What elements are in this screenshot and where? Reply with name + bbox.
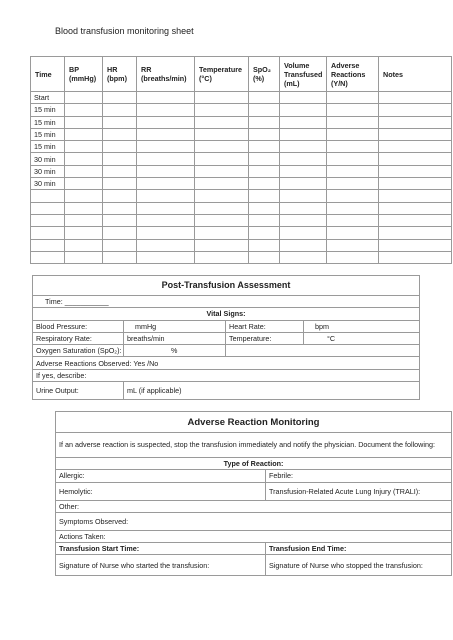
- table-row: [31, 153, 452, 165]
- if-yes-describe-field[interactable]: If yes, describe:: [33, 369, 420, 381]
- entry-cell[interactable]: [103, 251, 137, 263]
- entry-cell[interactable]: [327, 92, 379, 104]
- entry-cell[interactable]: [280, 214, 327, 226]
- entry-cell[interactable]: [103, 92, 137, 104]
- entry-cell[interactable]: [65, 178, 103, 190]
- hr-label: Heart Rate:: [226, 320, 304, 332]
- table-row: [31, 178, 452, 190]
- column-header-line: Temperature: [199, 65, 243, 74]
- entry-cell[interactable]: [137, 92, 195, 104]
- entry-cell[interactable]: [327, 178, 379, 190]
- time-cell: 30 min: [31, 153, 65, 165]
- column-header-line: Time: [35, 69, 52, 79]
- entry-cell[interactable]: [103, 165, 137, 177]
- entry-cell[interactable]: [137, 165, 195, 177]
- time-cell: 15 min: [31, 104, 65, 116]
- entry-cell[interactable]: [327, 141, 379, 153]
- entry-cell[interactable]: [280, 92, 327, 104]
- symptoms-field[interactable]: Symptoms Observed:: [56, 512, 452, 530]
- entry-cell[interactable]: [249, 178, 280, 190]
- entry-cell[interactable]: [195, 178, 249, 190]
- allergic-field[interactable]: Allergic:: [56, 470, 266, 482]
- adverse-reaction-title: Adverse Reaction Monitoring: [56, 412, 452, 433]
- entry-cell[interactable]: [65, 153, 103, 165]
- column-header: [137, 57, 195, 92]
- entry-cell[interactable]: [379, 178, 452, 190]
- column-header-line: Volume: [284, 60, 310, 70]
- hr-field[interactable]: [304, 320, 420, 332]
- entry-cell[interactable]: [327, 190, 379, 202]
- entry-cell[interactable]: [280, 202, 327, 214]
- time-cell: 15 min: [31, 128, 65, 140]
- entry-cell[interactable]: [327, 128, 379, 140]
- entry-cell[interactable]: [280, 165, 327, 177]
- post-assessment-title: Post-Transfusion Assessment: [33, 276, 420, 296]
- column-header-line: (mL): [284, 78, 300, 88]
- entry-cell[interactable]: [249, 141, 280, 153]
- time-cell: [31, 214, 65, 226]
- table-row: [31, 165, 452, 177]
- entry-cell[interactable]: [137, 104, 195, 116]
- entry-cell[interactable]: [379, 214, 452, 226]
- end-time-field[interactable]: Transfusion End Time:: [266, 543, 452, 555]
- entry-cell[interactable]: [327, 251, 379, 263]
- column-header-line: HR: [107, 65, 118, 74]
- entry-cell[interactable]: [65, 128, 103, 140]
- entry-cell[interactable]: [327, 153, 379, 165]
- entry-cell[interactable]: [103, 202, 137, 214]
- entry-cell[interactable]: [137, 116, 195, 128]
- time-cell: [31, 202, 65, 214]
- entry-cell[interactable]: [249, 128, 280, 140]
- spo2-empty: [226, 345, 420, 357]
- entry-cell[interactable]: [137, 153, 195, 165]
- entry-cell[interactable]: [195, 128, 249, 140]
- entry-cell[interactable]: [65, 214, 103, 226]
- time-cell: 15 min: [31, 141, 65, 153]
- entry-cell[interactable]: [103, 227, 137, 239]
- entry-cell[interactable]: [137, 227, 195, 239]
- column-header: [379, 57, 452, 92]
- entry-cell[interactable]: [280, 153, 327, 165]
- table-row: [31, 214, 452, 226]
- entry-cell[interactable]: [195, 153, 249, 165]
- column-header-line: BP: [69, 65, 79, 74]
- rr-field[interactable]: [124, 332, 226, 344]
- entry-cell[interactable]: [249, 214, 280, 226]
- column-header-line: Transfused: [284, 69, 323, 79]
- column-header-line: (°C): [199, 74, 212, 83]
- table-row: [31, 141, 452, 153]
- column-header: [280, 57, 327, 92]
- entry-cell[interactable]: [327, 104, 379, 116]
- table-row: [31, 128, 452, 140]
- temp-field[interactable]: [304, 332, 420, 344]
- entry-cell[interactable]: [103, 178, 137, 190]
- entry-cell[interactable]: [137, 141, 195, 153]
- column-header-line: Adverse: [331, 60, 360, 70]
- time-cell: [31, 239, 65, 251]
- hr-unit: bpm: [315, 321, 329, 331]
- entry-cell[interactable]: [280, 190, 327, 202]
- column-header-line: Reactions: [331, 69, 366, 79]
- entry-cell[interactable]: [137, 128, 195, 140]
- entry-cell[interactable]: [195, 104, 249, 116]
- entry-cell[interactable]: [103, 116, 137, 128]
- entry-cell[interactable]: [379, 190, 452, 202]
- entry-cell[interactable]: [195, 202, 249, 214]
- time-cell: 30 min: [31, 165, 65, 177]
- entry-cell[interactable]: [65, 239, 103, 251]
- entry-cell[interactable]: [249, 153, 280, 165]
- entry-cell[interactable]: [379, 128, 452, 140]
- entry-cell[interactable]: [65, 116, 103, 128]
- entry-cell[interactable]: [137, 202, 195, 214]
- monitoring-header-row: [31, 57, 452, 92]
- time-cell: Start: [31, 92, 65, 104]
- entry-cell[interactable]: [103, 190, 137, 202]
- time-cell: 30 min: [31, 178, 65, 190]
- table-row: [31, 92, 452, 104]
- temp-unit: °C: [327, 334, 336, 344]
- entry-cell[interactable]: [65, 104, 103, 116]
- bp-field[interactable]: [124, 320, 226, 332]
- spo2-label: Oxygen Saturation (SpO₂):: [33, 345, 124, 357]
- type-of-reaction-label: Type of Reaction:: [56, 458, 452, 470]
- entry-cell[interactable]: [327, 214, 379, 226]
- entry-cell[interactable]: [65, 92, 103, 104]
- column-header: [31, 57, 65, 92]
- entry-cell[interactable]: [327, 165, 379, 177]
- entry-cell[interactable]: [379, 104, 452, 116]
- table-row: [31, 202, 452, 214]
- entry-cell[interactable]: [249, 92, 280, 104]
- trali-field[interactable]: Transfusion-Related Acute Lung Injury (TRALI):: [266, 482, 452, 500]
- entry-cell[interactable]: [249, 202, 280, 214]
- entry-cell[interactable]: [137, 214, 195, 226]
- entry-cell[interactable]: [379, 153, 452, 165]
- entry-cell[interactable]: [379, 227, 452, 239]
- temp-label: Temperature:: [226, 332, 304, 344]
- bp-unit: mmHg: [135, 321, 157, 331]
- adverse-instruction: If an adverse reaction is suspected, stop the transfusion immediately and notify the physician. Document the following:: [56, 433, 452, 458]
- entry-cell[interactable]: [65, 251, 103, 263]
- entry-cell[interactable]: [103, 214, 137, 226]
- column-header-line: SpO₂: [253, 65, 271, 74]
- entry-cell[interactable]: [249, 251, 280, 263]
- adverse-reaction-table: [55, 411, 452, 576]
- adverse-observed-field[interactable]: Adverse Reactions Observed: Yes /No: [33, 357, 420, 369]
- other-field[interactable]: Other:: [56, 500, 452, 512]
- entry-cell[interactable]: [195, 190, 249, 202]
- entry-cell[interactable]: [195, 239, 249, 251]
- entry-cell[interactable]: [249, 165, 280, 177]
- entry-cell[interactable]: [280, 239, 327, 251]
- signature-stop-field[interactable]: Signature of Nurse who stopped the transfusion:: [266, 555, 452, 576]
- time-cell: [31, 227, 65, 239]
- monitoring-table: [30, 56, 452, 264]
- entry-cell[interactable]: [327, 239, 379, 251]
- entry-cell[interactable]: [195, 214, 249, 226]
- entry-cell[interactable]: [379, 239, 452, 251]
- time-cell: [31, 190, 65, 202]
- signature-start-field[interactable]: Signature of Nurse who started the transfusion:: [56, 555, 266, 576]
- bp-label: Blood Pressure:: [33, 320, 124, 332]
- entry-cell[interactable]: [103, 104, 137, 116]
- entry-cell[interactable]: [103, 128, 137, 140]
- entry-cell[interactable]: [249, 227, 280, 239]
- entry-cell[interactable]: [65, 190, 103, 202]
- urine-output-label: Urine Output:: [33, 382, 124, 400]
- column-header-line: (%): [253, 74, 265, 83]
- urine-output-unit: mL (if applicable): [127, 386, 182, 396]
- entry-cell[interactable]: [327, 227, 379, 239]
- table-row: [31, 239, 452, 251]
- entry-cell[interactable]: [280, 178, 327, 190]
- entry-cell[interactable]: [195, 251, 249, 263]
- entry-cell[interactable]: [137, 190, 195, 202]
- entry-cell[interactable]: [379, 251, 452, 263]
- entry-cell[interactable]: [379, 202, 452, 214]
- entry-cell[interactable]: [137, 239, 195, 251]
- entry-cell[interactable]: [280, 227, 327, 239]
- rr-label: Respiratory Rate:: [33, 332, 124, 344]
- entry-cell[interactable]: [280, 104, 327, 116]
- rr-unit: breaths/min: [127, 334, 165, 344]
- column-header: [65, 57, 103, 92]
- entry-cell[interactable]: [65, 165, 103, 177]
- column-header: [195, 57, 249, 92]
- column-header-line: (Y/N): [331, 78, 348, 88]
- entry-cell[interactable]: [379, 141, 452, 153]
- entry-cell[interactable]: [327, 116, 379, 128]
- entry-cell[interactable]: [103, 141, 137, 153]
- column-header-line: (breaths/min): [141, 74, 187, 83]
- vital-signs-label: Vital Signs:: [33, 308, 420, 320]
- hemolytic-field[interactable]: Hemolytic:: [56, 482, 266, 500]
- column-header-line: RR: [141, 65, 152, 74]
- entry-cell[interactable]: [280, 251, 327, 263]
- table-row: [31, 104, 452, 116]
- entry-cell[interactable]: [195, 141, 249, 153]
- entry-cell[interactable]: [249, 116, 280, 128]
- table-row: [31, 190, 452, 202]
- column-header-line: Notes: [383, 69, 403, 79]
- entry-cell[interactable]: [103, 239, 137, 251]
- column-header: [249, 57, 280, 92]
- entry-cell[interactable]: [280, 141, 327, 153]
- entry-cell[interactable]: [137, 251, 195, 263]
- entry-cell[interactable]: [249, 104, 280, 116]
- spo2-field[interactable]: [124, 345, 226, 357]
- entry-cell[interactable]: [103, 153, 137, 165]
- entry-cell[interactable]: [280, 116, 327, 128]
- entry-cell[interactable]: [137, 178, 195, 190]
- table-row: [31, 251, 452, 263]
- entry-cell[interactable]: [195, 227, 249, 239]
- post-transfusion-table: [32, 275, 420, 400]
- entry-cell[interactable]: [249, 190, 280, 202]
- urine-output-field[interactable]: [124, 382, 420, 400]
- column-header-line: (mmHg): [69, 74, 97, 83]
- post-time-field[interactable]: Time: ___________: [33, 296, 420, 308]
- entry-cell[interactable]: [379, 165, 452, 177]
- entry-cell[interactable]: [195, 165, 249, 177]
- actions-field[interactable]: Actions Taken:: [56, 530, 452, 542]
- entry-cell[interactable]: [65, 227, 103, 239]
- febrile-field[interactable]: Febrile:: [266, 470, 452, 482]
- entry-cell[interactable]: [65, 202, 103, 214]
- start-time-field[interactable]: Transfusion Start Time:: [56, 543, 266, 555]
- entry-cell[interactable]: [379, 116, 452, 128]
- entry-cell[interactable]: [379, 92, 452, 104]
- time-cell: 15 min: [31, 116, 65, 128]
- column-header-line: (bpm): [107, 74, 127, 83]
- entry-cell[interactable]: [249, 239, 280, 251]
- column-header: [103, 57, 137, 92]
- time-cell: [31, 251, 65, 263]
- entry-cell[interactable]: [327, 202, 379, 214]
- entry-cell[interactable]: [195, 116, 249, 128]
- table-row: [31, 116, 452, 128]
- column-header: [327, 57, 379, 92]
- entry-cell[interactable]: [195, 92, 249, 104]
- document-title: Blood transfusion monitoring sheet: [55, 26, 194, 36]
- table-row: [31, 227, 452, 239]
- entry-cell[interactable]: [280, 128, 327, 140]
- entry-cell[interactable]: [65, 141, 103, 153]
- spo2-unit: %: [171, 346, 178, 356]
